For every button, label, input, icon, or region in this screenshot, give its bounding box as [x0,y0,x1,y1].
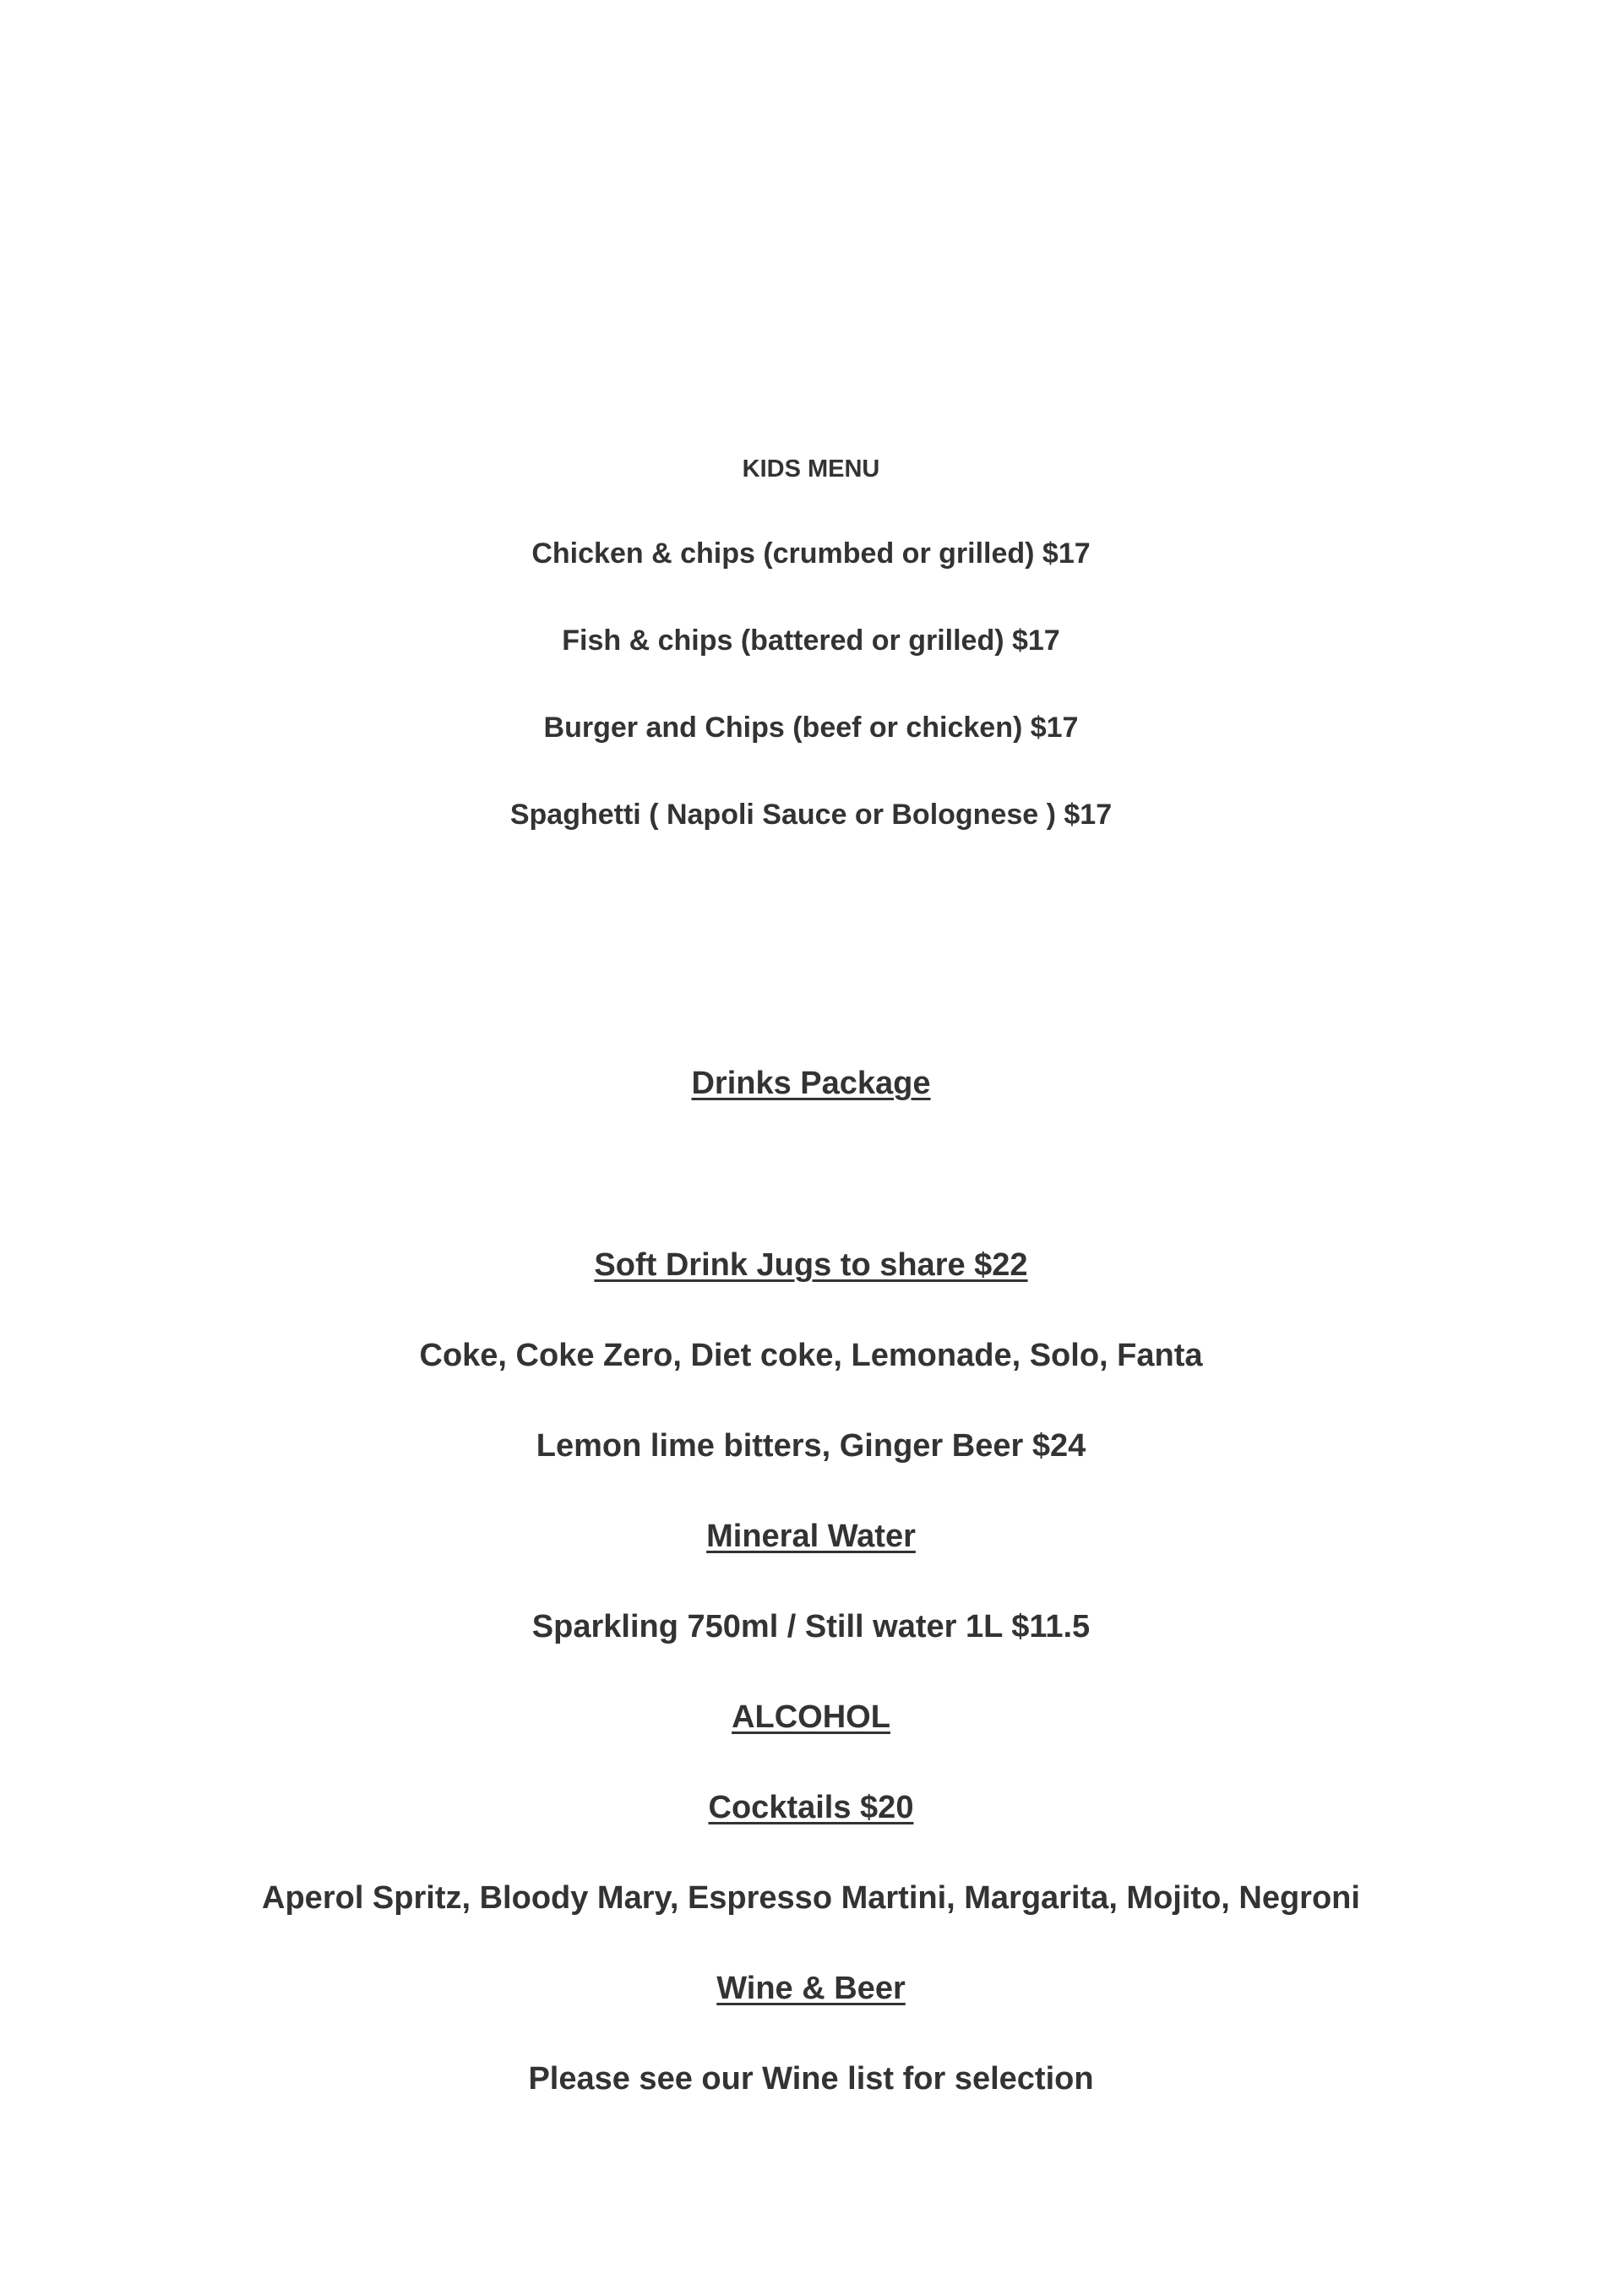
cocktails-heading: Cocktails $20 [708,1790,914,1825]
cocktails-list: Aperol Spritz, Bloody Mary, Espresso Martini, Margarita, Mojito, Negroni [262,1880,1360,1916]
kids-menu-item: Fish & chips (battered or grilled) $17 [562,624,1060,657]
kids-menu-item: Burger and Chips (beef or chicken) $17 [543,712,1079,744]
mineral-water-heading: Mineral Water [706,1519,916,1554]
soft-drinks-extra: Lemon lime bitters, Ginger Beer $24 [536,1428,1086,1464]
wine-beer-detail: Please see our Wine list for selection [528,2061,1094,2097]
soft-drinks-heading: Soft Drink Jugs to share $22 [594,1247,1028,1283]
soft-drinks-list: Coke, Coke Zero, Diet coke, Lemonade, Solo, Fanta [419,1338,1203,1373]
mineral-water-detail: Sparkling 750ml / Still water 1L $11.5 [531,1609,1091,1644]
kids-menu-item: Chicken & chips (crumbed or grilled) $17 [531,537,1091,570]
kids-menu-item: Spaghetti ( Napoli Sauce or Bolognese ) $17 [509,799,1113,831]
alcohol-heading: ALCOHOL [732,1699,890,1735]
drinks-package-title: Drinks Package [691,1066,931,1101]
wine-beer-heading: Wine & Beer [716,1971,906,2006]
kids-menu-title: KIDS MENU [742,455,880,483]
